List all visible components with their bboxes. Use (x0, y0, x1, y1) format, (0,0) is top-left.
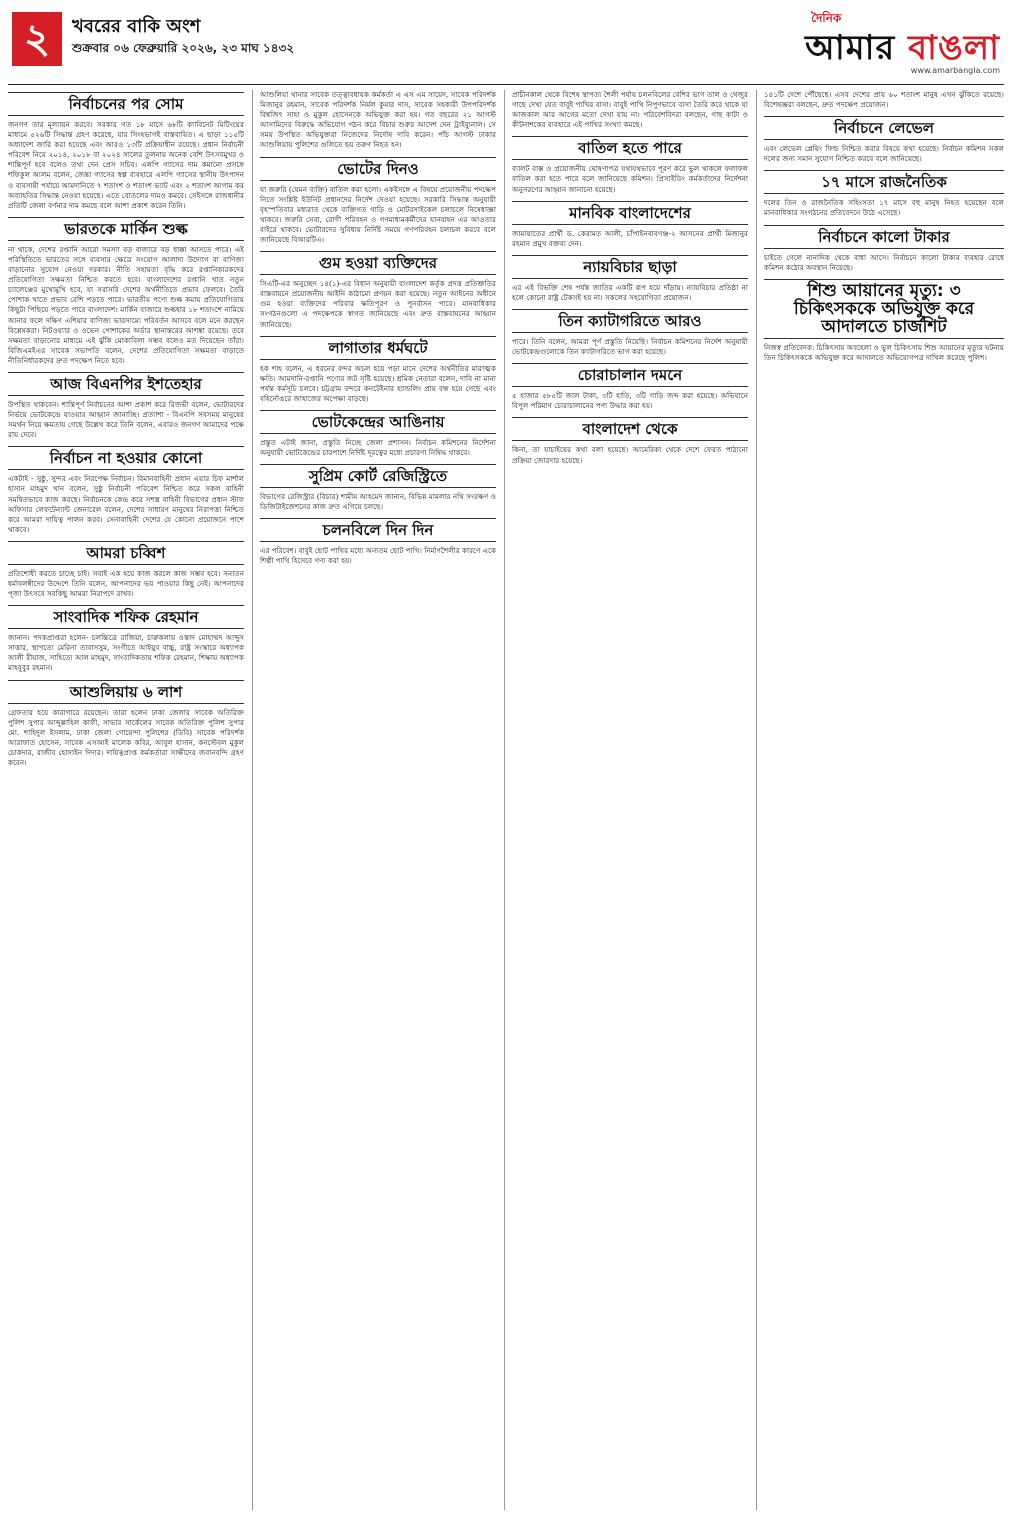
story-headline: গুম হওয়া ব্যক্তিদের (260, 251, 496, 275)
news-story (512, 363, 748, 411)
column-1 (8, 90, 244, 1510)
newspaper-logo (805, 10, 1000, 75)
story-body: এবং লেভেল প্লেয়িং ফিল্ড নিশ্চিত করার বিষয়ে কথা হয়েছে। নির্বাচন কমিশন সকল দলের জন্য সমান সুযোগ নিশ্চিত করবে বলে জানিয়েছে। (764, 144, 1004, 164)
news-story (260, 251, 496, 329)
story-headline: নির্বাচনের পর সোম (8, 92, 244, 116)
logo-tagline: দৈনিক (811, 11, 842, 25)
story-body: প্রতিশোধী করতে চাচ্ছে চাই। সবাই এক হয়ে কাজ করলে কাজ সম্ভব হবে। সনাতন ধর্মাবলম্বীদের উদ্দেশে তিনি বলেন, আপনাদের ভয় পাওয়ার কিছু নেই। আপনাদের পূজা উৎসবে সবকিছু আমরা নিরাপদে রাখব। (8, 568, 244, 599)
news-story (260, 464, 496, 512)
story-body: প্রাচীনকাল থেকে বিশেষ স্থাপত্য শৈলী পর্যায় চলনবিলের বেশির ভাগ তাল ও খেজুর গাছে দেখা যেত বাবুই পাখির বাসা। বাবুই পাখি নিপুণভাবে বাসা তৈরি করে থাকে যা আজকাল আর আগের মতো দেখা যায় না। পরিবেশবিদরা বলছেন, গাছ কাটা ও কীটনাশকের ব্যবহারে এই পাখির সংখ্যা কমছে। (512, 90, 748, 130)
logo-wordmark (805, 30, 1000, 66)
news-story (512, 90, 748, 130)
news-story (512, 255, 748, 303)
story-body: আশুলিয়া থানার সাবেক তত্ত্বাবধায়ক কর্মকর্তা এ এস এম সায়েদ, সাবেক পরিদর্শক মিজানুর রহমান, সাবেক পরিদর্শক নির্মল কুমার দাস, সাবেক সহকারী উপপরিদর্শক বিশ্বজিৎ সাহা ও মুকুল হোসেনকে অভিযুক্ত করা হয়। গত বছরের ২১ আগস্ট আসামিদের বিরুদ্ধে অভিযোগ গঠন করে বিচার শুরুর আদেশ দেন ট্রাইব্যুনাল। সে সময় উপস্থিত অভিযুক্তরা নিজেদের নির্দোষ দাবি করেন। পাঁচ আগস্ট ঢাকার আশুলিয়ায় পুলিশের গুলিতে ছয় তরুণ নিহত হন। (260, 90, 496, 150)
news-story (8, 541, 244, 599)
story-headline: লাগাতার ধর্মঘটে (260, 336, 496, 360)
story-body: বিভাগের রেজিস্ট্রার (বিচার) শামীম আহমেদ জানান, বিভিন্ন মামলার নথি সংরক্ষণ ও ডিজিটাইজেশনের কাজ দ্রুত এগিয়ে চলছে। (260, 492, 496, 512)
story-body: এর পরিবেশ। বাবুই ছোট পাখির মধ্যে অন্যতম ছোট পাখি। নির্মাণশৈলীর কারণে একে শিল্পী পাখি হিসেবে গণ্য করা হয়। (260, 546, 496, 566)
story-body: জামায়াতের প্রার্থী ড. কেরামত আলী, চাঁপাইনবাবগঞ্জ-২ আসনের প্রার্থী মিজানুর রহমান প্রমুখ বক্তব্য দেন। (512, 228, 748, 248)
story-headline: মানবিক বাংলাদেশের (512, 201, 748, 225)
column-2 (252, 90, 496, 1510)
news-story (512, 309, 748, 357)
columns (8, 90, 1004, 1510)
news-story (8, 446, 244, 535)
story-body: সিএটি-এর অনুচ্ছেদ ১৪(১)-এর বিধান অনুযায়ী বাংলাদেশ কর্তৃক প্রদত্ত প্রতিশ্রুতির বাস্তবায়নে প্রয়োজনীয় আইনি কাঠামো প্রণয়ন করা হয়েছে। নতুন আইনের অধীনে গুম হওয়া ব্যক্তিদের পরিবার ক্ষতিপূরণ ও পুনর্বাসন পাবে। মানবাধিকার সংগঠনগুলো এ পদক্ষেপকে স্বাগত জানিয়েছে এবং দ্রুত বাস্তবায়নের আহ্বান জানিয়েছে। (260, 279, 496, 329)
story-headline: ১৭ মাসে রাজনৈতিক (764, 170, 1004, 194)
story-headline: ভোটের দিনও (260, 157, 496, 181)
news-story (512, 136, 748, 194)
story-headline: নির্বাচনে লেভেল (764, 116, 1004, 140)
news-story (260, 90, 496, 151)
story-headline: ভোটকেন্দ্রের আঙিনায় (260, 410, 496, 434)
news-story (764, 170, 1004, 218)
story-headline: আজ বিএনপির ইশতেহার (8, 372, 244, 396)
story-body: কিনা, তা যাচাইয়ের কথা বলা হয়েছে। আমেরিকা থেকে দেশে ফেরত পাঠানো প্রক্রিয়া জোরদার হয়েছে। (512, 445, 748, 465)
news-story (8, 680, 244, 769)
story-headline: বাংলাদেশ থেকে (512, 417, 748, 441)
news-story (8, 92, 244, 211)
logo-word-a: আমার (805, 28, 909, 68)
news-story (8, 217, 244, 366)
story-body: হক শাহ বলেন, এ ধরনের বন্দর অচল হয়ে পড়া মানে দেশের অর্থনীতির মারাত্মক ক্ষতি। আমদানি-রপ্তানি পণ্যের জট সৃষ্টি হয়েছে। শ্রমিক নেতারা বলেন, দাবি না মানা পর্যন্ত কর্মসূচি চলবে। চট্টগ্রাম বন্দরে কনটেইনার হ্যান্ডলিং প্রায় বন্ধ হয়ে গেছে এবং বহির্নোঙরে জাহাজের অপেক্ষা বাড়ছে। (260, 363, 496, 403)
news-story (260, 157, 496, 246)
story-body: জানান। পদকপ্রাপ্তরা হলেন- চলচ্চিত্রে রাজিয়া, চারুকলায় ওস্তাদ মোহাম্মদ আব্দুস সাত্তার, স্থাপত্যে মেরিনা তাবাসসুম, সংগীতে আইয়ুব বাচ্চু, রাষ্ট্র সংস্কারে অধ্যাপক আলী রীয়াজ, সাহিত্যে আল মাহমুদ, সাংবাদিকতায় শফিক রেহমান, শিক্ষায় অধ্যাপক মাহবুবুর রহমান। (8, 633, 244, 673)
news-story (8, 605, 244, 673)
story-body: ১৪১টি দেশে পৌঁছেছে। এসব দেশের প্রায় ৬০ শতাংশ মানুষ এখন ঝুঁকিতে রয়েছে। বিশেষজ্ঞরা বলছেন, দ্রুত পদক্ষেপ প্রয়োজন। (764, 90, 1004, 110)
logo-word-b: বাঙলা (908, 28, 1000, 68)
story-body: প্রস্তুত এটাই জানা, প্রস্তুতি নিচ্ছে জেলা প্রশাসন। নির্বাচন কমিশনের নির্দেশনা অনুযায়ী ভোটকেন্দ্রের চারপাশে নির্দিষ্ট দূরত্বের মধ্যে প্রচারণা নিষিদ্ধ থাকবে। (260, 437, 496, 458)
story-body: গ্রেফতার হয়ে কারাগারে রয়েছেন। তারা হলেন ঢাকা জেলার সাবেক অতিরিক্ত পুলিশ সুপার আব্দুল্লাহিল কাফী, সাভার সার্কেলের সাবেক অতিরিক্ত পুলিশ সুপার মো. শাহিদুল ইসলাম, ঢাকা জেলা গোয়েন্দা পুলিশের (ডিবি) সাবেক পরিদর্শক আরাফাত হোসেন, সাবেক এসআই মালেক কবির, আবুল হাসান, কনস্টেবল মুকুল চোকদার, রাজীব হোসাইন দিদার। দায়িত্বপ্রাপ্ত কর্মকর্তারা সাক্ষীদের জবানবন্দি গ্রহণ করেন। (8, 707, 244, 768)
column-3 (504, 90, 748, 1510)
story-headline: বাতিল হতে পারে (512, 136, 748, 160)
news-story (8, 372, 244, 440)
story-headline: ভারতকে মার্কিন শুল্ক (8, 217, 244, 241)
story-body: যা জরুরি (যেমন ব্যক্তি) বাতিল করা হলো। একইসঙ্গে এ বিষয়ে প্রয়োজনীয় পদক্ষেপ নিতে সংশ্লিষ্ট ইউনিট প্রধানদের নির্দেশ দেওয়া হয়েছে। সরকারি সিদ্ধান্ত অনুযায়ী বৃহস্পতিবার মধ্যরাত থেকে ব্যক্তিগত গাড়ি ও মোটরসাইকেল চলাচলে নিষেধাজ্ঞা থাকবে। জরুরি সেবা, রোগী পরিবহন ও গণমাধ্যমকর্মীদের যানবাহন এর আওতার বাইরে থাকবে। ভোটারদের সুবিধায় নির্দিষ্ট সময়ে গণপরিবহন চলাচল করবে বলে জানিয়েছে বিআরটিএ। (260, 184, 496, 245)
story-headline: তিন ক্যাটাগরিতে আরও (512, 309, 748, 333)
logo-url: www.amarbangla.com (910, 66, 1000, 75)
story-body: ব্যালট বাক্স ও প্রয়োজনীয় ঘোষণাপত্র যথাযথভাবে পূরণ করে ভুল থাকলে ফলাফল বাতিল করা হতে পারে বলে জানিয়েছে কমিশন। প্রিসাইডিং কর্মকর্তাদের নির্দেশনা অনুসরণের আহ্বান জানানো হয়েছে। (512, 164, 748, 194)
story-headline: সুপ্রিম কোর্ট রেজিস্ট্রিতে (260, 464, 496, 488)
story-headline: চলনবিলে দিন দিন (260, 518, 496, 542)
story-headline: সাংবাদিক শফিক রেহমান (8, 605, 244, 629)
story-body: একটাই - সুষ্ঠু, সুন্দর এবং নিরপেক্ষ নির্বাচন। বিমানবাহিনী প্রধান এয়ার চিফ মার্শাল হাসান মাহমুদ খান বলেন, সুষ্ঠু নির্বাচনী পরিবেশ নিশ্চিত করে সকল বাহিনী সমন্বিতভাবে কাজ করছে। নির্বাচনকে কেন্দ্র করে সশস্ত্র বাহিনী বিভাগের প্রধান স্টাফ অফিসার লেফটেন্যান্ট জেনারেল বলেন, দেশের সাধারণ মানুষের নিরাপত্তা নিশ্চিত করে আমরা দায়িত্ব পালন করব। সেনাবাহিনী দেশের যে কোনো প্রয়োজনে পাশে থাকবে। (8, 474, 244, 534)
news-story (764, 116, 1004, 164)
story-headline: নির্বাচন না হওয়ার কোনো (8, 446, 244, 470)
story-body: না থাকে, দেশের রপ্তানি আরো সমস্যা বড় বাজারে বড় ধাক্কা আসতে পারে। এই পরিস্থিতিতে ভারতের সঙ্গে ব্যবসার ক্ষেত্রে সংযোগ আলাদা উদ্যোগ বা বাণিজ্য বাড়ানোর সুযোগ নেওয়া দরকার। নীতি সহায়তা বৃদ্ধি করে রপ্তানিকারকদের প্রতিযোগিতা সক্ষমতা নিশ্চিত করতে হবে। বাংলাদেশের রপ্তানি খাত নতুন চ্যালেঞ্জের মুখোমুখি হবে, যা সরাসরি দেশের অর্থনীতিতে প্রভাব ফেলবে। তৈরি পোশাক খাতে প্রভাব বেশি পড়তে পারে। ভারতীয় পণ্যে শুল্ক কমায় প্রতিযোগিতায় কিছুটা পিছিয়ে পড়তে পারে বাংলাদেশ। মার্কিন বাজারে শুল্কহার ১৮ শতাংশে নামিয়ে আনার ফলে দক্ষিণ এশিয়ার বাণিজ্য ভারসাম্যে পরিবর্তন আসবে বলে মনে করছেন বিশ্লেষকরা। নিটওয়্যার ও ওভেন পোশাকের অর্ডার স্থানান্তরের আশঙ্কা রয়েছে। তবে সক্ষমতা বাড়ানোর মাধ্যমে এই ঝুঁকি মোকাবিলা সম্ভব বলেও মত দিয়েছেন তাঁরা। বিজিএমইএর সাবেক সভাপতি বলেন, দেশের প্রতিযোগিতা সক্ষমতা বাড়াতে নীতিনির্ধারকদের দ্রুত পদক্ষেপ নিতে হবে। (8, 244, 244, 365)
story-headline: নির্বাচনে কালো টাকার (764, 225, 1004, 249)
column-4 (756, 90, 1004, 1510)
story-headline: আমরা চব্বিশ (8, 541, 244, 565)
news-story (260, 518, 496, 566)
news-story (512, 417, 748, 465)
story-headline: চোরাচালান দমনে (512, 363, 748, 387)
dateline: শুক্রবার ০৬ ফেব্রুয়ারি ২০২৬, ২৩ মাঘ ১৪৩২ (72, 41, 295, 55)
story-headline: শিশু আয়ানের মৃত্যু: ৩ চিকিৎসককে অভিযুক্ত করে আদালতে চার্জশিট (764, 279, 1004, 339)
news-story (260, 336, 496, 404)
news-story (764, 225, 1004, 273)
masthead (8, 6, 1004, 85)
story-body: পারে। তিনি বলেন, আমরা পূর্ণ প্রস্তুতি নিয়েছি। নির্বাচন কমিশনের নির্দেশ অনুযায়ী ভোটকেন্দ্রগুলোকে তিন ক্যাটাগরিতে ভাগ করা হয়েছে। (512, 337, 748, 357)
story-body: এর এই বিভক্তি শেষ পর্যন্ত জাতির একটি রূপ হয়ে দাঁড়ায়। ন্যায়বিচার প্রতিষ্ঠা না হলে কোনো রাষ্ট্র টেকসই হয় না। সকলের সহযোগিতা প্রয়োজন। (512, 282, 748, 302)
story-body: নিজস্ব প্রতিবেদক: চিকিৎসায় অবহেলা ও ভুল চিকিৎসায় শিশু আয়ানের মৃত্যুর ঘটনায় তিন চিকিৎসককে অভিযুক্ত করে আদালতে অভিযোগপত্র দাখিল করেছে পুলিশ। (764, 342, 1004, 362)
story-body: জনগণ তার মূল্যায়ন করবে। সরকার গত ১৮ মাসে ৬৮টি ক্যাবিনেট মিটিংয়ের মাধ্যমে ৫২৬টি সিদ্ধান্ত গ্রহণ করেছে, যার সিংহভাগই বাস্তবায়িত। এ ছাড়া ১১৫টি অধ্যাদেশ জারি করা হয়েছে এবং আরও ১৩টি প্রক্রিয়াধীন রয়েছে। প্রধান নির্বাচনী পরিবেশ নিয়ে ২০১৪, ২০১৮ বা ২০২৪ সালের তুলনায় অনেক বেশি উৎসবমুখর ও শান্তিপূর্ণ হবে বলেও তথ্য দেন প্রেস সচিব। এলপি গ্যাসের দাম কমানো প্রসঙ্গে শফিকুল আলম বলেন, জেন্তা গ্যাসের স্বল্প ব্যবহারে এলপি গ্যাসের স্থানীয় উৎপাদন ও ব্যবসায়ী পর্যায়ে আমদানিতে ৭ শতাংশ ও শতাংশ ভ্যাট এবং ২ শতাংশ আগাম কর অব্যাহতির সিদ্ধান্ত নেওয়া হয়েছে। এতে বোতলের দামও কমবে। সেইসঙ্গে রাজধানীর প্রতিটি জেলা বর্ণনার দাম কমছে বলে আশা প্রকাশ করেন তিনি। (8, 120, 244, 210)
story-body: দলের তিন ও রাজনৈতিক সহিংসতা ১৭ মাসে বহু মানুষ নিহত হয়েছেন বলে মানবাধিকার সংগঠনের প্রতিবেদনে উঠে এসেছে। (764, 198, 1004, 218)
story-headline: ন্যায়বিচার ছাড়া (512, 255, 748, 279)
news-story (764, 279, 1004, 363)
news-story (512, 201, 748, 249)
news-story (764, 90, 1004, 110)
news-story (260, 410, 496, 458)
story-body: উপস্থিত থাকবেন। শান্তিপূর্ণ নির্বাচনের আশা প্রকাশ করে রিজভী বলেন, ভোটারদের নির্ভয়ে ভোটকেন্দ্রে যাওয়ার আহ্বান জানাচ্ছি। প্রত্যাশা - বিএনপি সবসময় মানুষের সমর্থন নিয়ে ক্ষমতায় গেছে উল্লেখ করে তিনি বলেন, এবারও জনগণ আমাদের পক্ষে রায় দেবে। (8, 399, 244, 440)
page-number: ২ (12, 12, 62, 66)
section-title: খবরের বাকি অংশ (72, 16, 201, 37)
story-body: ৫ হাজার ৫৮৫টি জাল টাকা, ৩টি হাতি, ৩টি গাড়ি জব্দ করা হয়েছে। অভিযানে বিপুল পরিমাণ চোরাচালানের পণ্য উদ্ধার করা হয়। (512, 391, 748, 411)
story-headline: আশুলিয়ায় ৬ লাশ (8, 680, 244, 704)
story-body: চাইতে গেলে নানাদিক থেকে বাধা আসে। নির্বাচনে কালো টাকার ব্যবহার রোধে কমিশন কঠোর অবস্থান নিয়েছে। (764, 252, 1004, 272)
